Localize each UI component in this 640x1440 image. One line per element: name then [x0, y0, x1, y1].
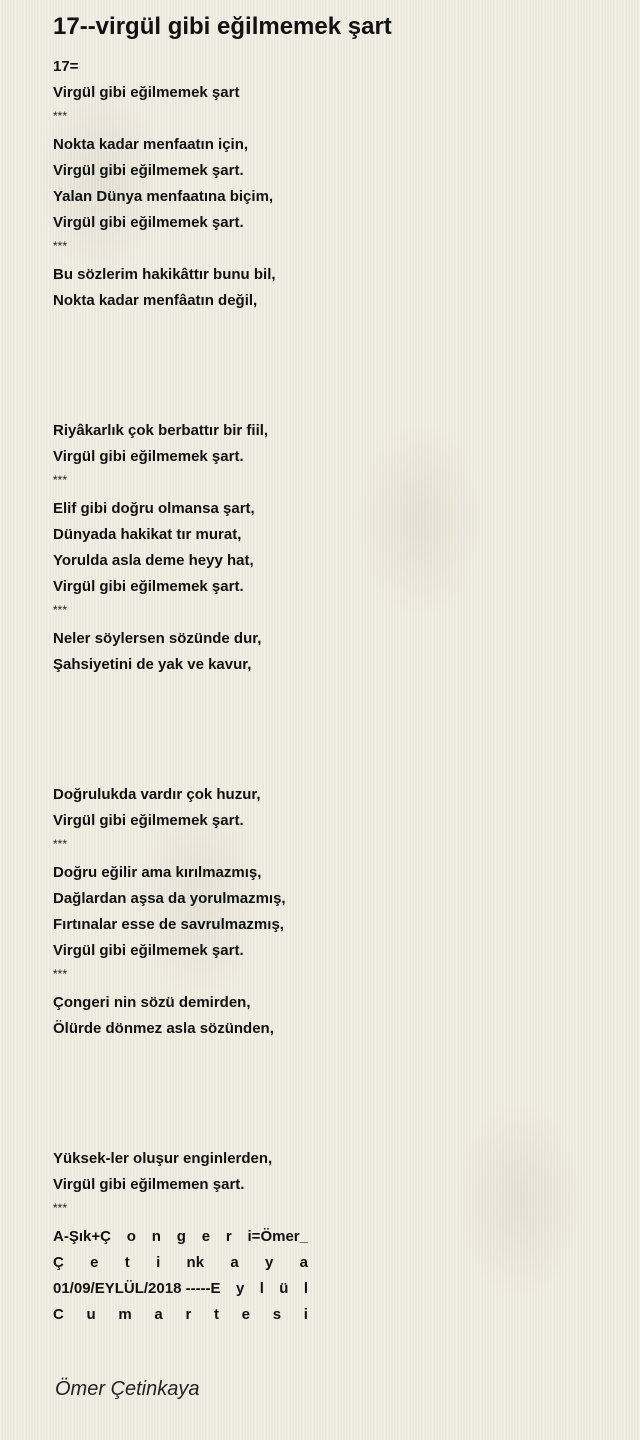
poem-line: Ölürde dönmez asla sözünden, [53, 1020, 274, 1037]
signature-part: e [201, 1228, 211, 1245]
signature-part: a [230, 1254, 239, 1271]
signature-line-4 [53, 1302, 308, 1328]
stanza-separator: *** [53, 473, 68, 487]
signature-line-1 [53, 1224, 308, 1250]
stanza-gap [53, 314, 613, 418]
signature-part: Ç [53, 1254, 64, 1271]
signature-part: u [86, 1306, 96, 1323]
poem-line: Virgül gibi eğilmemek şart [53, 84, 240, 101]
signature-part: r [185, 1306, 192, 1323]
poem-line: Virgül gibi eğilmemek şart. [53, 578, 244, 595]
signature-part: e [241, 1306, 251, 1323]
poem-line: Virgül gibi eğilmemek şart. [53, 162, 244, 179]
signature-part: A-Şık+Ç [53, 1228, 111, 1245]
author-name: Ömer Çetinkaya [55, 1378, 200, 1400]
poem-line: Dağlardan aşsa da yorulmazmış, [53, 890, 286, 907]
poem-body [53, 54, 613, 1328]
stanza-separator: *** [53, 1201, 68, 1215]
poem-line: Virgül gibi eğilmemek şart. [53, 942, 244, 959]
poem-line: Nokta kadar menfâatın değil, [53, 292, 258, 309]
signature-part: m [118, 1306, 132, 1323]
stanza-separator: *** [53, 603, 68, 617]
signature-part: s [272, 1306, 282, 1323]
poem-line: Nokta kadar menfaatın için, [53, 136, 249, 153]
signature-part: r [225, 1228, 232, 1245]
poem-line: Yorulda asla deme heyy hat, [53, 552, 254, 569]
poem-line: Doğrulukda vardır çok huzur, [53, 786, 261, 803]
poem-line: Virgül gibi eğilmemek şart. [53, 812, 244, 829]
poem-line: Virgül gibi eğilmemek şart. [53, 448, 244, 465]
poem-line: Doğru eğilir ama kırılmazmış, [53, 864, 262, 881]
signature-line-3 [53, 1276, 308, 1302]
poem-line: Neler söylersen sözünde dur, [53, 630, 262, 647]
poem-line: Şahsiyetini de yak ve kavur, [53, 656, 252, 673]
signature-part: a [154, 1306, 163, 1323]
signature-line-2 [53, 1250, 308, 1276]
signature-part: n [151, 1228, 161, 1245]
poem-line: Yalan Dünya menfaatına biçim, [53, 188, 274, 205]
signature-part: o [126, 1228, 136, 1245]
poem-line: Dünyada hakikat tır murat, [53, 526, 242, 543]
poem-line: Yüksek-ler oluşur enginlerden, [53, 1150, 273, 1167]
signature-part: t [124, 1254, 130, 1271]
signature-part: l [303, 1280, 308, 1297]
signature-part: y [235, 1280, 245, 1297]
stanza-separator: *** [53, 109, 68, 123]
poem-line: Virgül gibi eğilmemen şart. [53, 1176, 245, 1193]
poem-title: 17--virgül gibi eğilmemek şart [53, 13, 392, 40]
stanza-separator: *** [53, 837, 68, 851]
signature-part: e [90, 1254, 99, 1271]
stanza-separator: *** [53, 239, 68, 253]
poem-line: Bu sözlerim hakikâttır bunu bil, [53, 266, 276, 283]
poem-line: Fırtınalar esse de savrulmazmış, [53, 916, 284, 933]
signature-part: 01/09/EYLÜL/2018 -----E [53, 1280, 221, 1297]
signature-part: nk [186, 1254, 205, 1271]
stanza-gap [53, 1042, 613, 1146]
signature-part: l [259, 1280, 264, 1297]
signature-part: a [299, 1254, 308, 1271]
signature-part: C [53, 1306, 64, 1323]
signature-part: ü [279, 1280, 289, 1297]
stanza-separator: *** [53, 967, 68, 981]
poem-line: 17= [53, 58, 79, 75]
signature-part: g [176, 1228, 186, 1245]
poem-line: Elif gibi doğru olmansa şart, [53, 500, 255, 517]
signature-part: y [265, 1254, 274, 1271]
signature-part: i=Ömer_ [247, 1228, 308, 1245]
poem-line: Riyâkarlık çok berbattır bir fiil, [53, 422, 269, 439]
signature-part: t [213, 1306, 219, 1323]
poem-line: Çongeri nin sözü demirden, [53, 994, 251, 1011]
signature-part: i [303, 1306, 308, 1323]
stanza-gap [53, 678, 613, 782]
signature-part: i [156, 1254, 161, 1271]
poem-line: Virgül gibi eğilmemek şart. [53, 214, 244, 231]
